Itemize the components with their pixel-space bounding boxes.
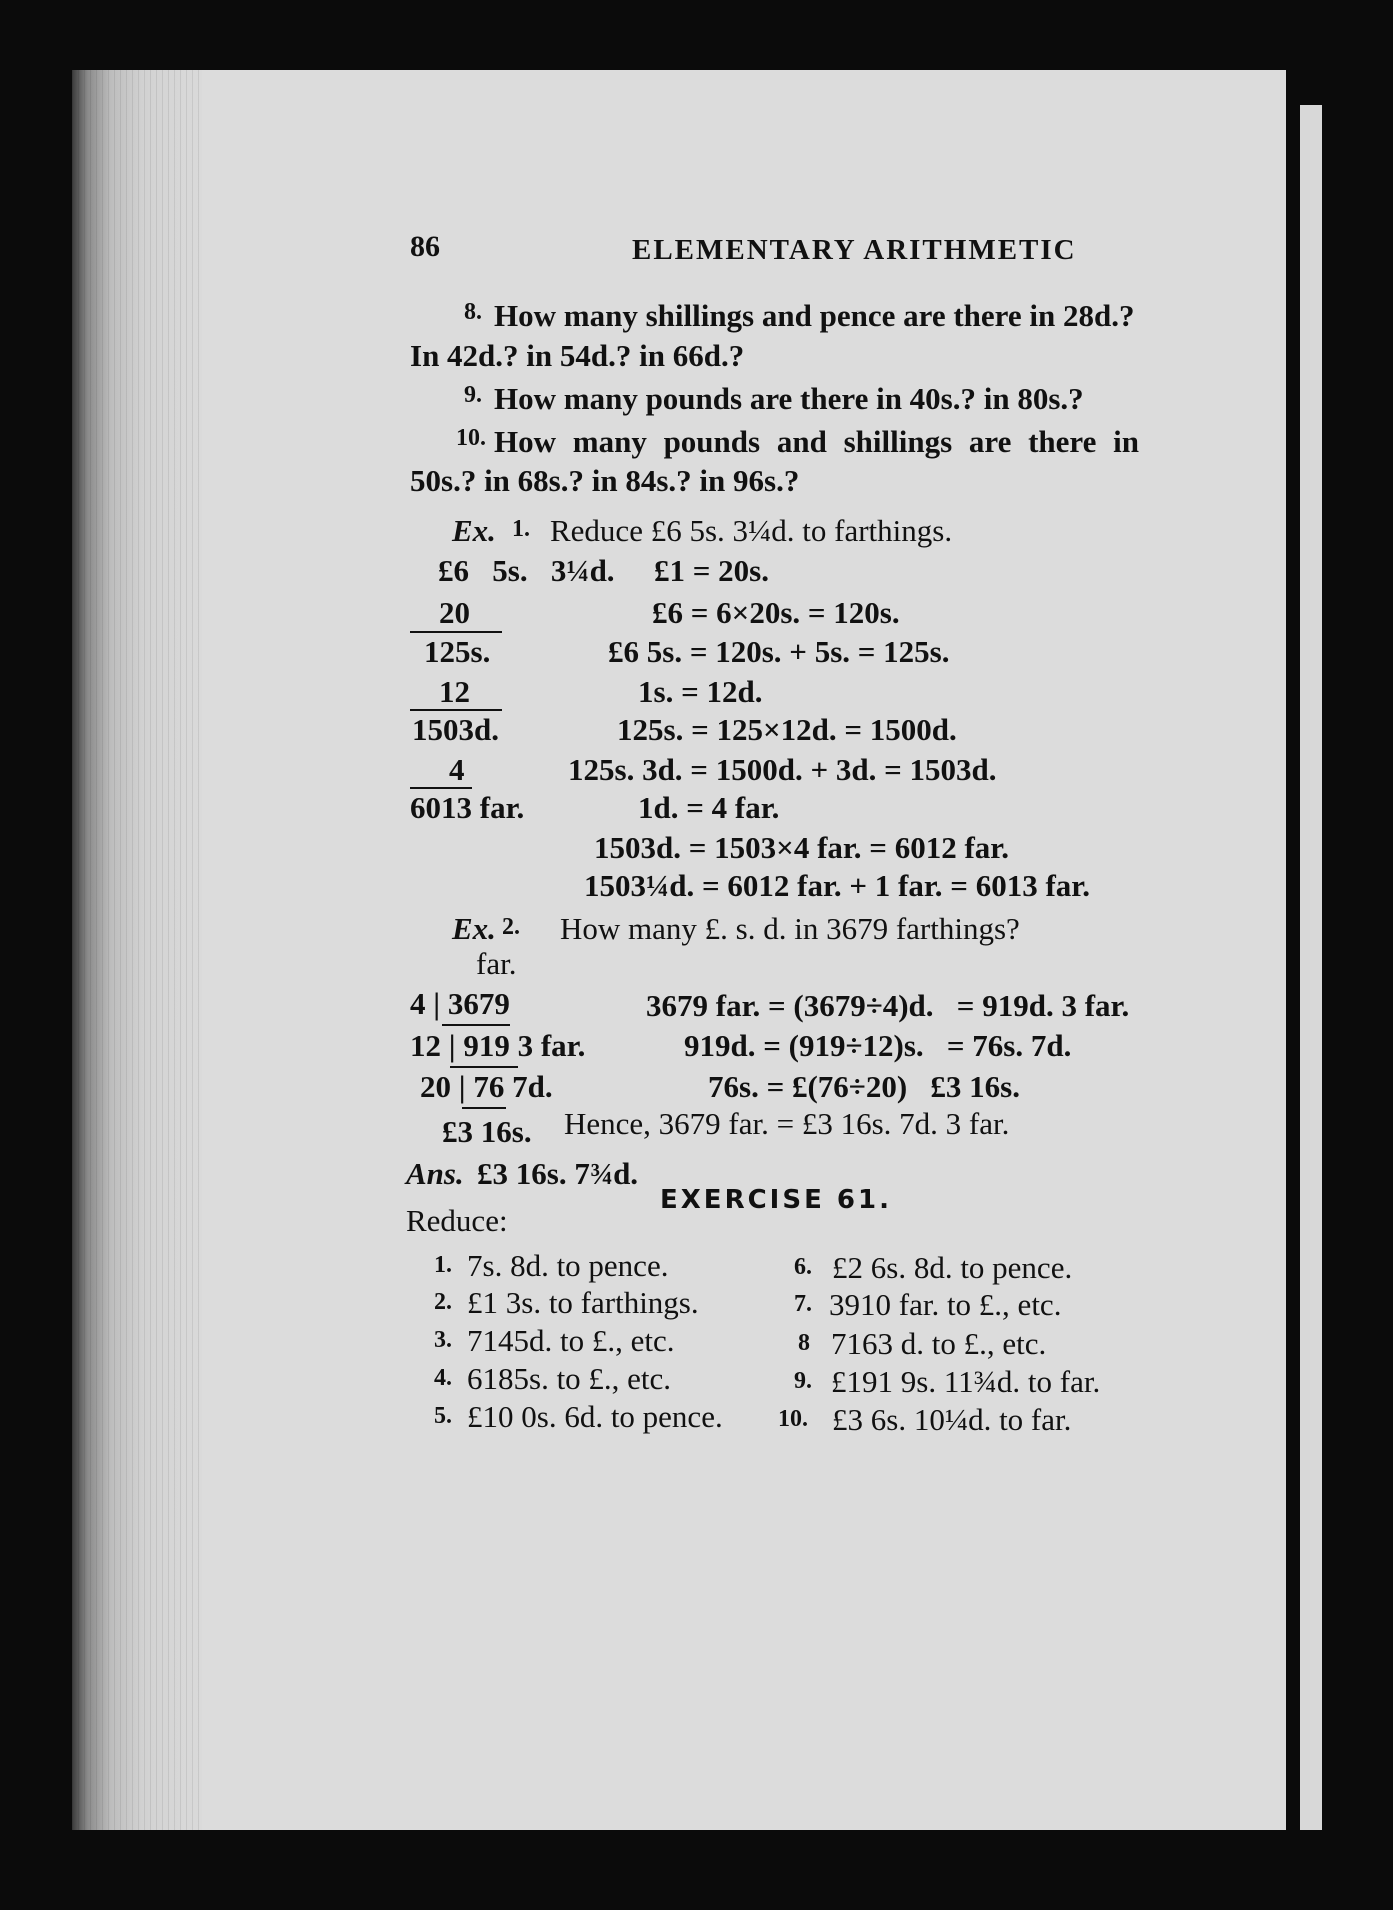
question-10-number: 10. (456, 425, 486, 451)
exercise-item-7-text: 3910 far. to £., etc. (829, 1287, 1062, 1322)
exercise-title: EXERCISE 61. (660, 1185, 892, 1215)
ex1-step-5: 125s. = 125×12d. = 1500d. (617, 712, 957, 747)
question-8-line1: How many shillings and pence are there in 28d.? (494, 298, 1135, 333)
exercise-item-2-text: £1 3s. to farthings. (467, 1285, 699, 1320)
exercise-item-8-number: 8 (798, 1330, 810, 1356)
page-edge-lines (72, 70, 202, 1830)
exercise-item-10-number: 10. (778, 1406, 808, 1432)
exercise-item-8-text: 7163 d. to £., etc. (831, 1326, 1047, 1361)
ex1-step-9: 1503¼d. = 6012 far. + 1 far. = 6013 far. (584, 868, 1090, 903)
ex1-work-row-1: £6 5s. 3¼d. (438, 553, 615, 588)
ex2-division-1: 4 | 3679 (410, 986, 510, 1021)
ex2-step-2: 919d. = (919÷12)s. = 76s. 7d. (684, 1028, 1072, 1063)
ex1-work-row-5: 1503d. (412, 712, 499, 747)
example-1-number: 1. (512, 516, 530, 542)
exercise-item-7-number: 7. (794, 1291, 812, 1317)
answer-label: Ans. (406, 1156, 464, 1191)
ex2-step-3: 76s. = £(76÷20) £3 16s. (708, 1069, 1020, 1104)
exercise-item-5-number: 5. (434, 1403, 452, 1429)
ex1-step-2: £6 = 6×20s. = 120s. (652, 595, 900, 630)
ex1-rule-2 (410, 709, 502, 711)
ex1-work-row-2: 20 (439, 595, 470, 630)
exercise-item-3-number: 3. (434, 1327, 452, 1353)
running-title: ELEMENTARY ARITHMETIC (632, 234, 1077, 266)
ex2-rule-2 (450, 1066, 518, 1068)
book-page (72, 70, 1362, 1830)
example-1-label: Ex. (452, 513, 496, 548)
exercise-item-6-number: 6. (794, 1254, 812, 1280)
example-1-prompt: Reduce £6 5s. 3¼d. to farthings. (550, 513, 953, 548)
example-2-label: Ex. (452, 911, 496, 946)
ex2-division-3: 20 | 76 7d. (420, 1069, 553, 1104)
ex1-step-7: 1d. = 4 far. (638, 790, 780, 825)
question-8-number: 8. (464, 299, 482, 325)
ex1-work-row-6: 4 (449, 752, 465, 787)
ex1-step-6: 125s. 3d. = 1500d. + 3d. = 1503d. (568, 752, 997, 787)
question-9-number: 9. (464, 382, 482, 408)
exercise-item-3-text: 7145d. to £., etc. (467, 1323, 675, 1358)
exercise-item-10-text: £3 6s. 10¼d. to far. (832, 1402, 1072, 1437)
ex2-division-result: £3 16s. (442, 1114, 532, 1149)
ex1-step-1: £1 = 20s. (654, 553, 769, 588)
question-8-line2: In 42d.? in 54d.? in 66d.? (410, 338, 745, 373)
ex1-step-4: 1s. = 12d. (638, 674, 763, 709)
question-9-line1: How many pounds are there in 40s.? in 80s.? (494, 381, 1084, 416)
ex1-work-row-7: 6013 far. (410, 790, 525, 825)
ex1-rule-3 (410, 787, 472, 789)
ex2-rule-1 (442, 1024, 510, 1026)
answer-value: £3 16s. 7¾d. (477, 1156, 639, 1191)
ex1-step-8: 1503d. = 1503×4 far. = 6012 far. (594, 830, 1009, 865)
example-2-far-label: far. (476, 946, 517, 981)
exercise-item-9-text: £191 9s. 11¾d. to far. (831, 1364, 1101, 1399)
page-number: 86 (410, 230, 440, 263)
ex1-work-row-3: 125s. (424, 634, 491, 669)
example-2-number: 2. (502, 914, 520, 940)
ex1-rule-1 (410, 631, 502, 633)
question-10-line2: 50s.? in 68s.? in 84s.? in 96s.? (410, 463, 800, 498)
ex1-work-row-4: 12 (439, 674, 470, 709)
scanner-border-right (1286, 40, 1362, 1830)
exercise-item-6-text: £2 6s. 8d. to pence. (832, 1250, 1073, 1285)
exercise-item-4-number: 4. (434, 1365, 452, 1391)
example-2-prompt: How many £. s. d. in 3679 farthings? (560, 911, 1020, 946)
exercise-item-5-text: £10 0s. 6d. to pence. (467, 1399, 723, 1434)
ex2-rule-3 (462, 1107, 506, 1109)
exercise-item-9-number: 9. (794, 1368, 812, 1394)
ex2-step-1: 3679 far. = (3679÷4)d. = 919d. 3 far. (646, 988, 1130, 1023)
exercise-item-1-text: 7s. 8d. to pence. (467, 1248, 669, 1283)
ex2-hence: Hence, 3679 far. = £3 16s. 7d. 3 far. (564, 1106, 1010, 1141)
ex1-step-3: £6 5s. = 120s. + 5s. = 125s. (608, 634, 950, 669)
exercise-item-1-number: 1. (434, 1252, 452, 1278)
ex2-division-2: 12 | 919 3 far. (410, 1028, 586, 1063)
exercise-item-4-text: 6185s. to £., etc. (467, 1361, 672, 1396)
question-10-line1: How many pounds and shillings are there in (494, 424, 1139, 459)
exercise-intro: Reduce: (406, 1203, 508, 1238)
exercise-item-2-number: 2. (434, 1289, 452, 1315)
adjacent-page-edge (1300, 105, 1322, 1830)
